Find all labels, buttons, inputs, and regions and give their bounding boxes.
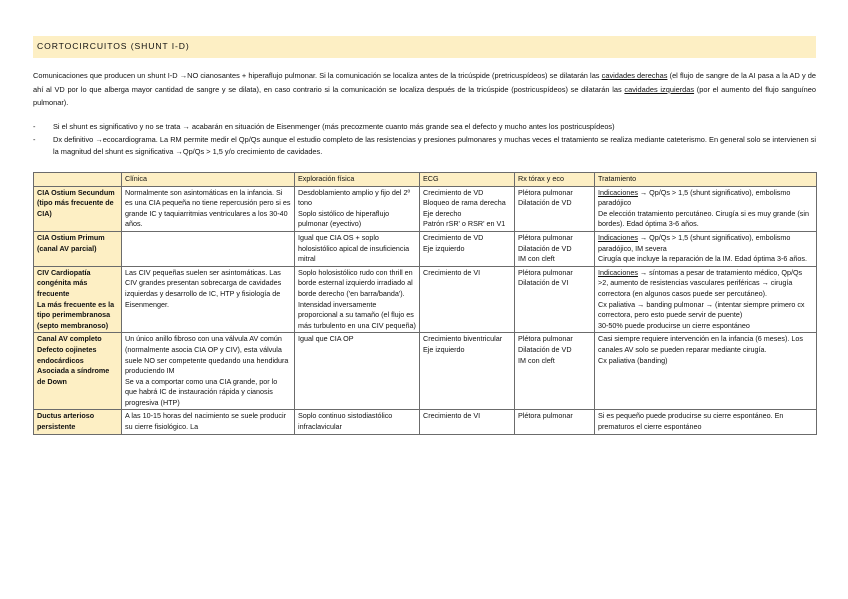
exploracion-cell: Desdoblamiento amplio y fijo del 2º tono Soplo sistólico de hiperaflujo pulmonar (eyectivo) [295,186,420,231]
rx-cell: Plétora pulmonar Dilatación de VD IM con cleft [515,231,595,266]
column-header-clinica: Clínica [122,173,295,187]
tratamiento-text: Si es pequeño puede producirse su cierre espontáneo. En prematuros el cierre espontáneo [598,411,784,432]
ecg-cell: Crecimiento de VI [420,410,515,434]
bullet-text: Dx definitivo →ecocardiograma. La RM permite medir el Qp/Qs aunque el estudio completo de las resistencias y presiones pulmonares y muchas veces el tratamiento se realiza mediante cateterismo. En general solo se intervienen si la magnitud del shunt es significativa →Qp/Qs > 1,5 y/o crecimiento de cavidades. [53,134,816,157]
table-row [34,333,817,410]
tratamiento-text: → Qp/Qs > 1,5 (shunt significativo), embolismo paradójico, IM severa Cirugía que incluye la reparación de la IM. Edad óptima 3-6 años. [598,232,807,264]
row-name-cell: Canal AV completo Defecto cojinetes endocárdicos Asociada a síndrome de Down [34,333,122,410]
clinica-cell: Normalmente son asintomáticas en la infancia. Si es una CIA pequeña no tiene repercusión pero si es grande IC y taquiarritmias ventriculares a los 30-40 años. [122,186,295,231]
section-title-text: CORTOCIRCUITOS (SHUNT I-D) [37,41,190,51]
clinica-cell: Un único anillo fibroso con una válvula AV común (normalmente asocia CIA OP y CIV), esta válvula suele NO ser competente quedando una hendidura produciendo IM Se va a comportar como una CIA grande, por lo que habrá IC de instauración rápida y cianosis progresiva (HTP) [122,333,295,410]
column-header [34,173,122,187]
exploracion-cell: Soplo continuo sistodiastólico infraclavicular [295,410,420,434]
row-name-cell: CIV Cardiopatía congénita más frecuente La más frecuente es la tipo perimembranosa (septo membranoso) [34,266,122,333]
column-header-rx: Rx tórax y eco [515,173,595,187]
column-header-tratamiento: Tratamiento [595,173,817,187]
indicaciones-label: Indicaciones [598,232,638,242]
clinica-cell: A las 10-15 horas del nacimiento se suele producir su cierre fisiológico. La [122,410,295,434]
tratamiento-cell [595,333,817,410]
bullet-item [33,134,816,159]
ecg-cell: Crecimiento de VI [420,266,515,333]
rx-cell: Plétora pulmonar [515,410,595,434]
tratamiento-text: → síntomas a pesar de tratamiento médico, Qp/Qs >2, aumento de resistencias vasculares periféricas → cirugía correctora (en algunos casos puede ser percutáneo). Cx paliativa → banding pulmonar → (intentar siempre primero cx correctora, pero esto puede servir de puente) 30-50% puede producirse un cierre espontáneo [598,267,805,330]
table-row [34,410,817,434]
intro-text-2: (el flujo de sangre de la AI pasa a la AD y de ahí al VD por lo que alberga mayor cantidad de sangre y se dilata), en caso contrario si la comunicación se localiza después de la tricúspide (postricuspídeos) se dilatarán las [33,71,817,94]
intro-text-3: (por el aumento del flujo sanguíneo pulmonar). [33,84,816,108]
table-header-row [34,173,817,187]
bullet-text: Si el shunt es significativo y no se trata → acabarán en situación de Eisenmenger (más precozmente cuanto más grande sea el defecto y mucho antes los postricuspídeos) [53,122,615,131]
table-row [34,186,817,231]
exploracion-cell: Igual que CIA OS + soplo holosistólico apical de insuficiencia mitral [295,231,420,266]
ecg-cell: Crecimiento de VD Eje izquierdo [420,231,515,266]
intro-underlined-1: cavidades derechas [601,71,668,80]
ecg-cell: Crecimiento de VD Bloqueo de rama derecha Eje derecho Patrón rSR' o RSR' en V1 [420,186,515,231]
row-name-cell: CIA Ostium Primum (canal AV parcial) [34,231,122,266]
tratamiento-cell [595,231,817,266]
tratamiento-text: Casi siempre requiere intervención en la infancia (6 meses). Los canales AV solo se pueden reparar mediante cirugía. Cx paliativa (banding) [598,334,803,365]
shunt-table [33,172,817,435]
tratamiento-text: → Qp/Qs > 1,5 (shunt significativo), embolismo paradójico De elección tratamiento percutáneo. Cirugía si es muy grande (sin bordes). Edad óptima 3-6 años. [598,187,809,229]
indicaciones-label: Indicaciones [598,187,638,197]
ecg-cell: Crecimiento biventricular Eje izquierdo [420,333,515,410]
table-row [34,266,817,333]
indicaciones-label: Indicaciones [598,267,638,277]
bullet-list [33,121,816,159]
tratamiento-cell [595,186,817,231]
rx-cell: Plétora pulmonar Dilatación de VI [515,266,595,333]
exploracion-cell: Soplo holosistólico rudo con thrill en borde esternal izquierdo irradiado al borde derecho ('en barra/banda'). Intensidad inversamente proporcional a su tamaño (el flujo es más turbulento en una CIV pequeña) [295,266,420,333]
row-name-cell: Ductus arterioso persistente [34,410,122,434]
rx-cell: Plétora pulmonar Dilatación de VD IM con cleft [515,333,595,410]
column-header-exploracion: Exploración física [295,173,420,187]
intro-text-1: Comunicaciones que producen un shunt I-D →NO cianosantes + hiperaflujo pulmonar. Si la comunicación se localiza antes de la tricúspide (pretricuspídeos) se dilatarán las [33,71,602,80]
clinica-cell [122,231,295,266]
bullet-item [33,121,816,134]
exploracion-cell: Igual que CIA OP [295,333,420,410]
bullet-dash: - [33,134,36,144]
clinica-cell: Las CIV pequeñas suelen ser asintomáticas. Las CIV grandes presentan sobrecarga de cavidades izquierdas y desarrollo de IC, HTP y fisiología de Eisenmenger. [122,266,295,333]
bullet-dash: - [33,122,36,131]
section-title [33,36,816,58]
tratamiento-cell [595,410,817,434]
rx-cell: Plétora pulmonar Dilatación de VD [515,186,595,231]
column-header-ecg: ECG [420,173,515,187]
intro-paragraph [33,69,816,110]
tratamiento-cell [595,266,817,333]
table-row [34,231,817,266]
intro-underlined-2: cavidades izquierdas [624,84,695,94]
row-name-cell: CIA Ostium Secundum (tipo más frecuente de CIA) [34,186,122,231]
